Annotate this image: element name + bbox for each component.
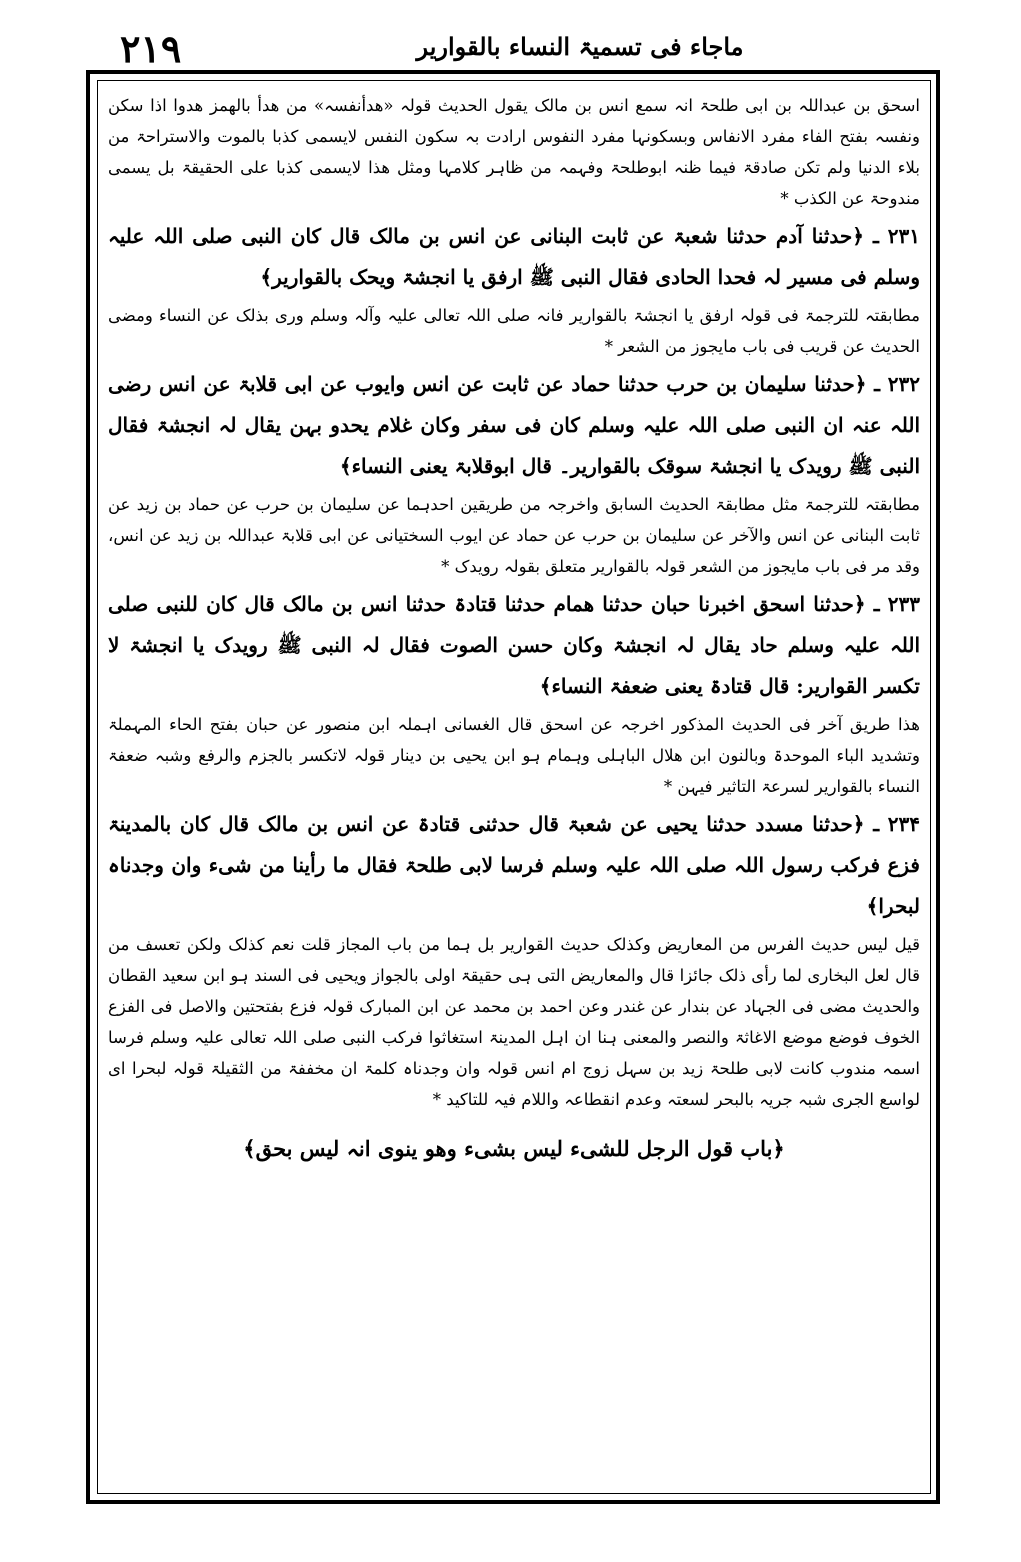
page-number: ۲۱۹ [120, 26, 182, 71]
commentary-paragraph: ھذا طریق آخر فی الحدیث المذکور اخرجہ عن اسحق قال الغسانی اہملہ ابن منصور عن حبان بفتح الحاء المہملۃ وتشدید الباء الموحدۃ وبالنون ابن ھلال الباہلی وہمام ہو ابن یحیی بن دینار قولہ لاتکسر بالجزم والرفع وشبہ ضعفۃ النساء بالقواریر لسرعۃ التاثیر فیہن * [108, 715, 920, 796]
commentary-paragraph: اسحق بن عبداللہ بن ابی طلحۃ انہ سمع انس بن مالک یقول الحدیث قولہ «ھدأنفسہ» من ھدأ بالھمز ھدوا اذا سکن ونفسہ بفتح الفاء مفرد الانفاس وبسکونہا مفرد النفوس ارادت بہ سکون النفس لایسمی کذبا بالموت والاستراحۃ من بلاء الدنیا ولم تکن صادقۃ فیما ظنہ ابوطلحۃ وفہمہ من ظاہر کلامہا ومثل ھذا لایسمی کذبا علی الحقیقۃ بل یسمی مندوحۃ عن الکذب * [108, 96, 920, 208]
hadith-234: ۲۳۴ ـ ﴿حدثنا مسدد حدثنا یحیی عن شعبۃ قال حدثنی قتادۃ عن انس بن مالک قال کان بالمدینۃ فزع فرکب رسول اللہ صلی اللہ علیہ وسلم فرسا لابی طلحۃ فقال ما رأینا من شیء وان وجدناہ لبحرا﴾ [108, 812, 920, 918]
page-header [80, 22, 980, 72]
page-text-body [108, 90, 920, 1169]
running-title: ماجاء فی تسمیۃ النساء بالقواریر [416, 32, 744, 61]
commentary-paragraph: قیل لیس حدیث الفرس من المعاریض وکذلک حدیث القواریر بل ہما من باب المجاز قلت نعم کذلک ولکن تعسف من قال لعل البخاری لما رأی ذلک جائزا قال والمعاریض التی ہی حقیقۃ اولی بالجواز ویحیی فی السند ہو ابن سعید القطان والحدیث مضی فی الجہاد عن بندار عن غندر وعن احمد بن محمد عن ابن المبارک قولہ فزع بفتحتین والاصل فی الفزع الخوف فوضع موضع الاغاثۃ والنصر والمعنی ہنا ان اہل المدینۃ استغاثوا فرکب النبی صلی اللہ تعالی علیہ وسلم فرسا اسمہ مندوب کانت لابی طلحۃ زید بن سہل زوج ام انس قولہ وان وجدناہ کلمۃ ان مخففۃ من الثقیلۃ قولہ لبحرا ای لواسع الجری شبہ جریہ بالبحر لسعتہ وعدم انقطاعہ واللام فیہ للتاکید * [108, 935, 920, 1109]
commentary-paragraph: مطابقتہ للترجمۃ مثل مطابقۃ الحدیث السابق واخرجہ من طریقین احدہما عن سلیمان بن حرب عن حماد بن زید عن ثابت البنانی عن انس والآخر عن سلیمان بن حرب عن حماد عن ایوب السختیانی عن ابی قلابۃ عبداللہ بن زید عن انس، وقد مر فی باب مایجوز من الشعر قولہ بالقواریر متعلق بقولہ رویدک * [108, 495, 920, 576]
hadith-232: ۲۳۲ ـ ﴿حدثنا سلیمان بن حرب حدثنا حماد عن ثابت عن انس وایوب عن ابی قلابۃ عن انس رضی اللہ عنہ ان النبی صلی اللہ علیہ وسلم کان فی سفر وکان غلام یحدو بہن یقال لہ انجشۃ فقال النبی ﷺ رویدک یا انجشۃ سوقک بالقواریر۔ قال ابوقلابۃ یعنی النساء﴾ [108, 372, 920, 478]
hadith-233: ۲۳۳ ـ ﴿حدثنا اسحق اخبرنا حبان حدثنا ھمام حدثنا قتادۃ حدثنا انس بن مالک قال کان للنبی صلی اللہ علیہ وسلم حاد یقال لہ انجشۃ وکان حسن الصوت فقال لہ النبی ﷺ رویدک یا انجشۃ لا تکسر القواریر: قال قتادۃ یعنی ضعفۃ النساء﴾ [108, 592, 920, 698]
hadith-231: ۲۳۱ ـ ﴿حدثنا آدم حدثنا شعبۃ عن ثابت البنانی عن انس بن مالک قال کان النبی صلی اللہ علیہ وسلم فی مسیر لہ فحدا الحادی فقال النبی ﷺ ارفق یا انجشۃ ویحک بالقواریر﴾ [108, 224, 920, 289]
chapter-heading: ﴿باب قول الرجل للشیء لیس بشیء وھو ینوی انہ لیس بحق﴾ [243, 1136, 785, 1161]
commentary-paragraph: مطابقتہ للترجمۃ فی قولہ ارفق یا انجشۃ بالقواریر فانہ صلی اللہ تعالی علیہ وآلہ وسلم وری بذلک عن النساء ومضی الحدیث عن قریب فی باب مایجوز من الشعر * [108, 306, 920, 356]
